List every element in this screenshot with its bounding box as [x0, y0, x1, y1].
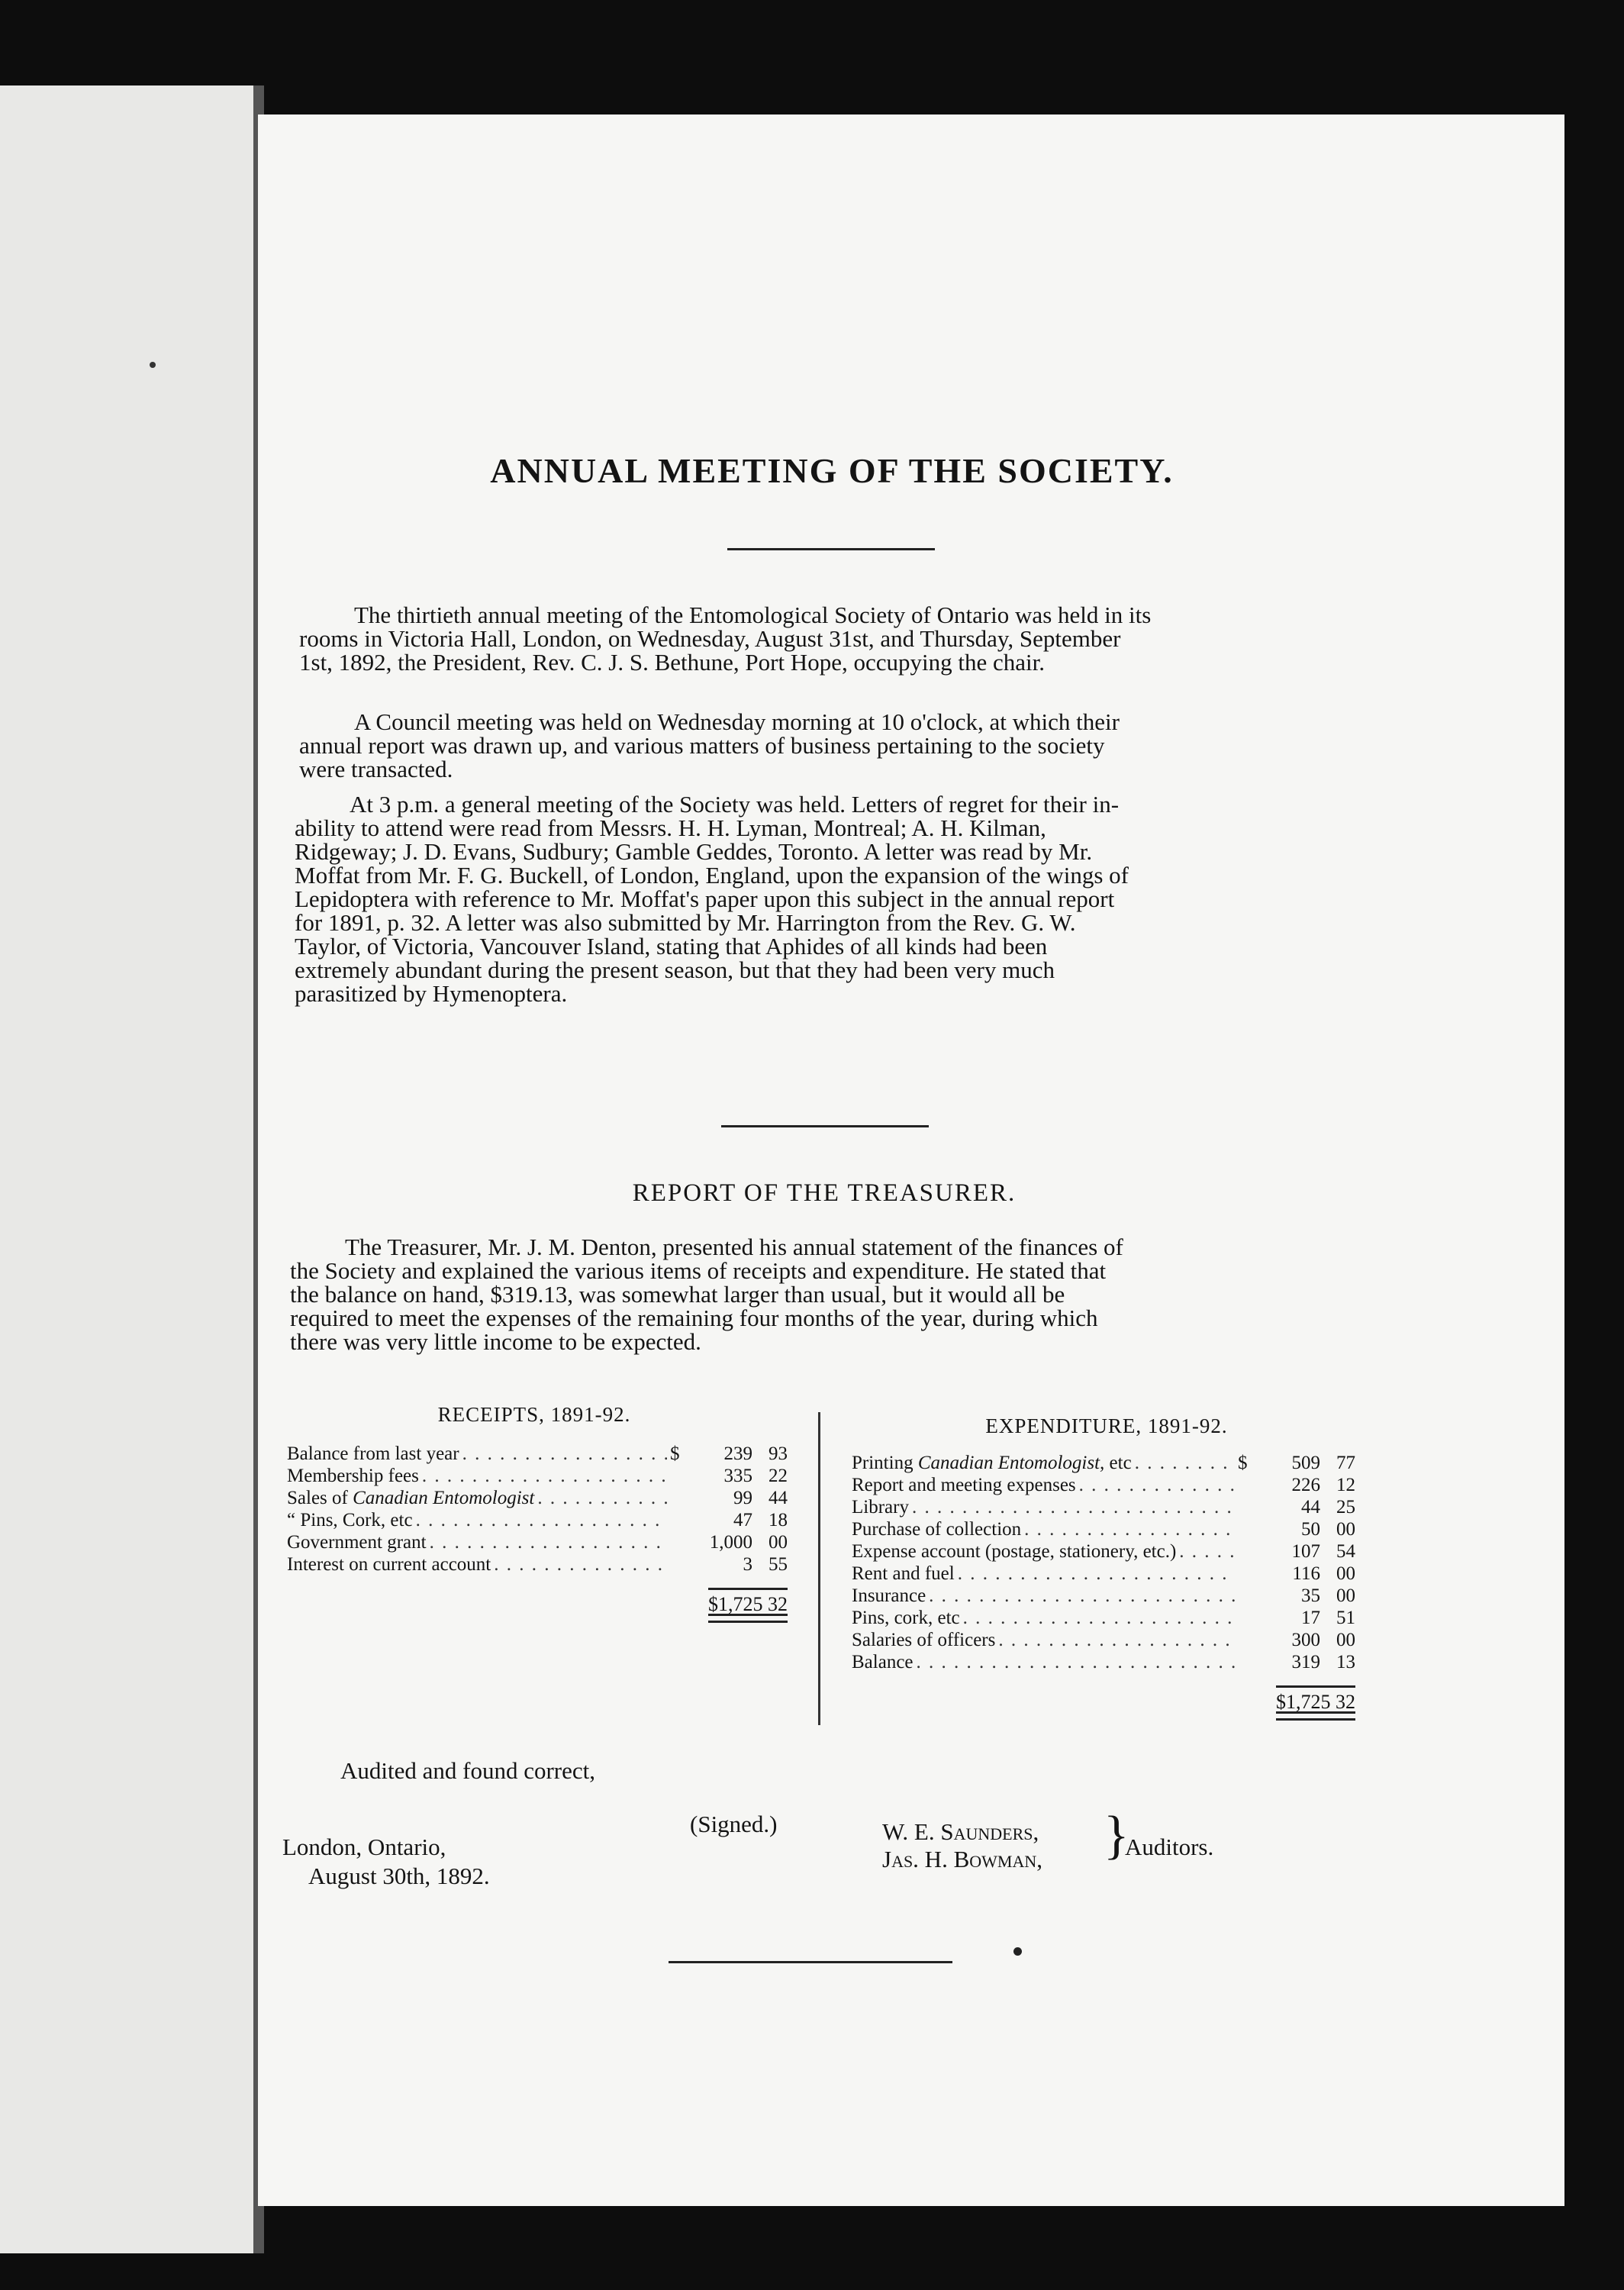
dot-leader [1079, 1474, 1235, 1496]
dot-leader [963, 1607, 1235, 1629]
ledger-item-text: Balance [852, 1652, 914, 1672]
dot-leader [1024, 1518, 1235, 1540]
text-line: ability to attend were read from Messrs. H. H. Lyman, Montreal; A. H. Kilman, [295, 814, 1046, 841]
ledger-item-label [287, 1531, 427, 1553]
text-line: the Society and explained the various items of receipts and expenditure. He stated that [290, 1257, 1107, 1284]
receipts-total: $1,725 32 [708, 1588, 788, 1615]
ledger-item-text: Balance from last year [287, 1443, 459, 1464]
amount-dollars: 107 [1291, 1541, 1320, 1562]
dot-leader [494, 1553, 667, 1576]
text-line: for 1891, p. 32. A letter was also submitted by Mr. Harrington from the Rev. G. W. [295, 909, 1076, 936]
treasurer-paragraph [290, 1235, 1355, 1353]
amount-dollars: 99 [733, 1488, 752, 1508]
expenditure-table [852, 1452, 1355, 1713]
ledger-item-text: Membership fees [287, 1466, 419, 1486]
amount-cents: 18 [768, 1510, 788, 1530]
auditor-name-1: W. E. Saunders, [882, 1818, 1039, 1845]
auditor-name-2: Jas. H. Bowman, [882, 1846, 1042, 1872]
ledger-row [852, 1563, 1355, 1585]
treasurer-heading: REPORT OF THE TREASURER. [632, 1179, 1017, 1207]
amount-cents: 12 [1336, 1475, 1355, 1495]
ledger-row [852, 1585, 1355, 1607]
expenditure-total: $1,725 32 [1276, 1685, 1355, 1713]
text-line: Ridgeway; J. D. Evans, Sudbury; Gamble Geddes, Toronto. A letter was read by Mr. [295, 838, 1093, 865]
text-line: were transacted. [299, 756, 453, 782]
intro-paragraph-1 [299, 603, 1365, 674]
ledger-item-label [852, 1540, 1176, 1563]
ledger-row [852, 1452, 1355, 1474]
amount-cents: 44 [768, 1488, 788, 1508]
ledger-row [852, 1651, 1355, 1673]
text-line: A Council meeting was held on Wednesday morning at 10 o'clock, at which their [354, 708, 1120, 735]
text-line: Lepidoptera with reference to Mr. Moffat's paper upon this subject in the annual report [295, 885, 1115, 912]
ledger-item-text: Interest on current account [287, 1554, 491, 1575]
text-line: Taylor, of Victoria, Vancouver Island, stating that Aphides of all kinds had been [295, 933, 1048, 960]
dot-leader [416, 1509, 667, 1531]
ledger-row [287, 1443, 788, 1465]
ledger-item-text: Library [852, 1497, 909, 1518]
amount-dollars: 17 [1301, 1608, 1320, 1628]
ledger-row [852, 1629, 1355, 1651]
dot-leader [958, 1563, 1235, 1585]
dot-leader [430, 1531, 667, 1553]
ledger-item-label [287, 1553, 491, 1576]
text-line: The thirtieth annual meeting of the Entomological Society of Ontario was held in its [354, 602, 1152, 628]
amount-dollars: 226 [1291, 1475, 1320, 1495]
amount-dollars: 319 [1291, 1652, 1320, 1672]
dot-leader [422, 1465, 667, 1487]
ledger-item-label [852, 1452, 1132, 1474]
title-divider [727, 548, 935, 550]
ledger-item-label [852, 1518, 1021, 1540]
text-line: there was very little income to be expected. [290, 1328, 701, 1355]
amount-dollars: 509 [1291, 1453, 1320, 1473]
intro-paragraph-2 [299, 710, 1365, 781]
amount-dollars: 44 [1301, 1497, 1320, 1518]
amount-cents: 54 [1336, 1541, 1355, 1562]
ledger-item-italic: Canadian Entomologist [353, 1488, 535, 1508]
ledger-item-text: Expense account (postage, stationery, etc.) [852, 1541, 1177, 1562]
ledger-item-label [852, 1474, 1076, 1496]
dot-leader [537, 1487, 667, 1509]
ledger-item-label [287, 1465, 419, 1487]
ledger-item-text: Printing [852, 1453, 918, 1473]
ledger-item-label [852, 1651, 914, 1673]
receipts-heading: RECEIPTS, 1891-92. [437, 1403, 631, 1426]
ledger-item-label [852, 1585, 926, 1607]
amount-dollars: 116 [1292, 1563, 1320, 1584]
ink-speck [150, 362, 156, 368]
ledger-item-text: Pins, cork, etc [852, 1608, 960, 1628]
expenditure-total-row [852, 1685, 1355, 1713]
ledger-item-text: Report and meeting expenses [852, 1475, 1076, 1495]
intro-paragraph-3 [295, 792, 1360, 1005]
currency-sign: $ [1238, 1453, 1248, 1473]
ledger-row [287, 1509, 788, 1531]
text-line: 1st, 1892, the President, Rev. C. J. S. Bethune, Port Hope, occupying the chair. [299, 649, 1045, 676]
dot-leader [929, 1585, 1235, 1607]
amount-cents: 13 [1336, 1652, 1355, 1672]
currency-sign: $ [670, 1443, 680, 1464]
amount-cents: 00 [1336, 1630, 1355, 1650]
dot-leader [998, 1629, 1235, 1651]
ledger-row [287, 1465, 788, 1487]
dot-leader [1179, 1540, 1235, 1563]
section-divider [721, 1125, 929, 1127]
audit-date: August 30th, 1892. [308, 1863, 490, 1889]
facing-page [0, 85, 259, 2253]
ledger-item-text: “ Pins, Cork, etc [287, 1510, 413, 1530]
text-line: rooms in Victoria Hall, London, on Wednesday, August 31st, and Thursday, September [299, 625, 1121, 652]
ledger-item-label [287, 1509, 413, 1531]
auditors-brace: } [1104, 1806, 1129, 1865]
ink-bullet [1013, 1947, 1022, 1956]
ledger-row [287, 1531, 788, 1553]
dot-leader [917, 1651, 1235, 1673]
ledger-row [852, 1496, 1355, 1518]
ledger-item-label [852, 1496, 909, 1518]
ledger-item-label [852, 1607, 960, 1629]
text-line: extremely abundant during the present season, but that they had been very much [295, 956, 1055, 983]
ledger-row [852, 1518, 1355, 1540]
amount-cents: 00 [1336, 1519, 1355, 1540]
amount-cents: 77 [1336, 1453, 1355, 1473]
ledger-item-label [852, 1563, 955, 1585]
dot-leader [912, 1496, 1235, 1518]
amount-dollars: 1,000 [709, 1532, 752, 1553]
ledger-row [852, 1607, 1355, 1629]
ledger-item-text: Government grant [287, 1532, 427, 1553]
amount-cents: 00 [768, 1532, 788, 1553]
amount-cents: 00 [1336, 1585, 1355, 1606]
amount-dollars: 47 [733, 1510, 752, 1530]
document-page [258, 114, 1564, 2206]
amount-dollars: 300 [1291, 1630, 1320, 1650]
dot-leader [1135, 1452, 1235, 1474]
amount-dollars: 3 [743, 1554, 752, 1575]
text-line: the balance on hand, $319.13, was somewhat larger than usual, but it would all be [290, 1281, 1065, 1308]
signed-label: (Signed.) [690, 1811, 778, 1837]
audit-statement: Audited and found correct, [340, 1757, 595, 1784]
auditors-label: Auditors. [1125, 1834, 1214, 1860]
text-line: parasitized by Hymenoptera. [295, 980, 568, 1007]
ledger-row [852, 1540, 1355, 1563]
text-line: Moffat from Mr. F. G. Buckell, of London, England, upon the expansion of the wings of [295, 862, 1129, 889]
ledger-row [287, 1553, 788, 1576]
ledger-item-label [852, 1629, 995, 1651]
ledger-item-label [287, 1443, 459, 1465]
ledger-item-italic: Canadian Entomologist, [917, 1453, 1105, 1473]
page-title: ANNUAL MEETING OF THE SOCIETY. [490, 451, 1174, 490]
amount-dollars: 239 [723, 1443, 752, 1464]
amount-cents: 22 [768, 1466, 788, 1486]
amount-dollars: 35 [1301, 1585, 1320, 1606]
ledger-item-suffix: etc [1104, 1453, 1132, 1473]
receipts-table [287, 1443, 788, 1615]
column-divider [818, 1412, 820, 1725]
text-line: At 3 p.m. a general meeting of the Society was held. Letters of regret for their in- [350, 791, 1120, 818]
text-line: required to meet the expenses of the remaining four months of the year, during which [290, 1305, 1098, 1331]
amount-dollars: 335 [723, 1466, 752, 1486]
text-line: annual report was drawn up, and various matters of business pertaining to the society [299, 732, 1105, 759]
ledger-item-label [287, 1487, 534, 1509]
ledger-item-text: Salaries of officers [852, 1630, 996, 1650]
amount-cents: 51 [1336, 1608, 1355, 1628]
ledger-item-text: Purchase of collection [852, 1519, 1022, 1540]
expenditure-heading: EXPENDITURE, 1891-92. [985, 1414, 1228, 1437]
amount-cents: 55 [768, 1554, 788, 1575]
ledger-row [852, 1474, 1355, 1496]
ledger-row [287, 1487, 788, 1509]
amount-cents: 93 [768, 1443, 788, 1464]
ledger-item-text: Sales of [287, 1488, 353, 1508]
end-divider [669, 1961, 952, 1963]
ledger-item-text: Insurance [852, 1585, 926, 1606]
receipts-total-row [287, 1588, 788, 1615]
text-line: The Treasurer, Mr. J. M. Denton, presented his annual statement of the finances of [345, 1234, 1123, 1260]
dot-leader [462, 1443, 667, 1465]
ledger-item-text: Rent and fuel [852, 1563, 955, 1584]
amount-cents: 00 [1336, 1563, 1355, 1584]
amount-cents: 25 [1336, 1497, 1355, 1518]
audit-place: London, Ontario, [282, 1834, 446, 1860]
amount-dollars: 50 [1301, 1519, 1320, 1540]
